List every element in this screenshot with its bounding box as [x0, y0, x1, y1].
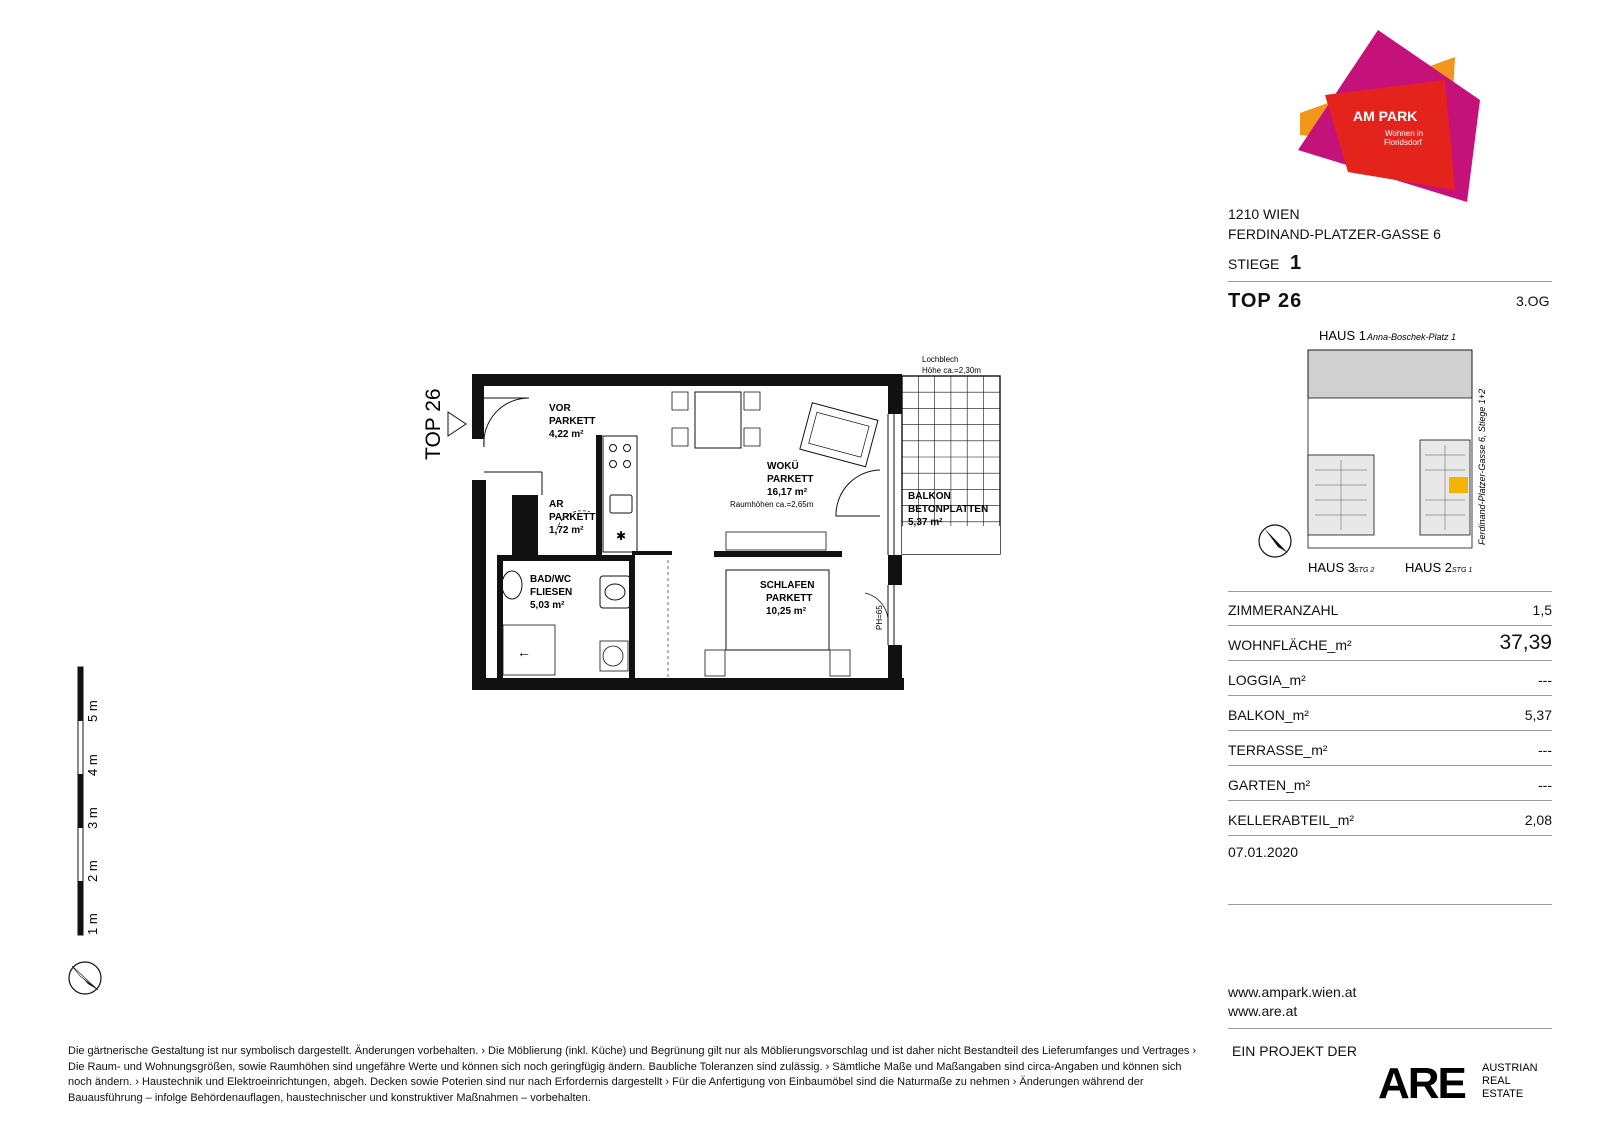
sofa-icon: [800, 403, 878, 467]
spec-row: [1228, 731, 1552, 766]
wall-bedroom-top: [714, 551, 842, 557]
wall-bottom: [472, 678, 904, 690]
fridge-icon: ✱: [616, 529, 627, 543]
room-ar-floor: PARKETT: [549, 512, 596, 523]
logo-subtitle-2: Floridsdorf: [1384, 138, 1422, 147]
spec-label: TERRASSE_m²: [1228, 742, 1328, 758]
nightstand-left: [705, 650, 725, 676]
haus1-label: HAUS 1: [1319, 328, 1366, 343]
scale-2m: 2 m: [85, 860, 100, 882]
shower-arrow-icon: ←: [517, 644, 531, 660]
spec-label: KELLERABTEIL_m²: [1228, 812, 1355, 828]
room-height-note: Raumhöhen ca.=2,65m: [730, 500, 814, 509]
room-bad-name: BAD/WC: [530, 574, 572, 585]
scale-bar: [78, 667, 100, 935]
spec-value: ---: [1538, 742, 1552, 758]
wall-left-lower: [472, 480, 486, 690]
scale-3m: 3 m: [85, 807, 100, 829]
logo-subtitle-1: Wohnen in: [1385, 129, 1424, 138]
spec-value: ---: [1538, 777, 1552, 793]
am-park-logo: [1298, 30, 1480, 202]
dining-table: [695, 392, 741, 448]
disclaimer-text: Die gärtnerische Gestaltung ist nur symbolisch dargestellt. Änderungen vorbehalten. › Die Möblierung (inkl. Küche) und Begrünung gilt nur als Möblierungsvorschlag und ist daher nicht Bestandteil des Lieferumfanges und Vertrages › Die Raum- und Wohnungsgrößen, sowie Raumhöhen sind ungefähre Werte und können sich noch geringfügig ändern. Baubliche Toleranzen sind zulässig. › Sämtliche Maße und Maßangaben sind circa-Angaben und können sich noch ändern. › Haustechnik und Elektroeinrichtungen, abgeh. Decken sowie Poterien sind nur nach Erfordernis dargestellt › Für die Anfertigung von Einbaumöbel sind die Naturmaße zu nehmen › Änderungen während der Bauausführung – infolge Behördenauflagen, haustechnischer und konstruktiver Maßnahmen – vorbehalten.: [68, 1045, 1197, 1104]
lochblech-label: Lochblech: [922, 355, 959, 364]
scale-5m: 5 m: [85, 700, 100, 722]
address-line2: FERDINAND-PLATZER-GASSE 6: [1228, 226, 1441, 242]
room-wokue-floor: PARKETT: [767, 474, 814, 485]
lochblech-height: Höhe ca.=2,30m: [922, 366, 981, 375]
wall-top: [472, 374, 888, 386]
room-balkon-floor: BETONPLATTEN: [908, 504, 989, 515]
address-line1: 1210 WIEN: [1228, 206, 1300, 222]
room-ar-area: 1,72 m²: [549, 525, 584, 536]
are-logo: [1378, 1059, 1538, 1108]
chair-icon: [672, 428, 688, 446]
wardrobe: [726, 532, 826, 550]
spec-value: ---: [1538, 672, 1552, 688]
unit-highlight: [1449, 477, 1468, 493]
chair-icon: [744, 392, 760, 410]
spec-row: [1228, 801, 1552, 836]
kitchen-sink-icon: [610, 495, 632, 513]
room-schlafen-name: SCHLAFEN: [760, 580, 815, 591]
spec-row: [1228, 661, 1552, 696]
spec-label: GARTEN_m²: [1228, 777, 1311, 793]
wall-bath-right: [629, 555, 635, 680]
room-vor-area: 4,22 m²: [549, 429, 584, 440]
toilet-icon: [502, 571, 522, 599]
haus2-label: HAUS 2: [1405, 560, 1452, 575]
wall-ar-right: [596, 435, 602, 555]
washing-machine-icon: [603, 646, 623, 666]
date: 07.01.2020: [1228, 844, 1299, 860]
divider: [1228, 281, 1552, 282]
link-ampark[interactable]: www.ampark.wien.at: [1228, 984, 1357, 1000]
hob-ring-icon: [624, 461, 631, 468]
scale-4m: 4 m: [85, 754, 100, 776]
divider: [1228, 1028, 1552, 1029]
are-line2: REAL: [1482, 1075, 1511, 1087]
spec-row: [1228, 591, 1552, 626]
logo-title: AM PARK: [1353, 108, 1418, 124]
balcony-door-swing: [836, 470, 880, 516]
north-arrow-icon: [69, 962, 101, 994]
room-schlafen-area: 10,25 m²: [766, 606, 807, 617]
entry-door-swing: [484, 398, 529, 447]
unit-label-vertical: TOP 26: [422, 388, 445, 460]
spec-label: ZIMMERANZAHL: [1228, 602, 1339, 618]
room-schlafen-floor: PARKETT: [766, 593, 813, 604]
hob-ring-icon: [610, 445, 617, 452]
hob-ring-icon: [624, 445, 631, 452]
projekt-label: EIN PROJEKT DER: [1232, 1043, 1357, 1059]
washbasin-bowl: [605, 584, 625, 600]
room-wokue-name: WOKÜ: [767, 461, 799, 472]
balcony-label-bg: [902, 526, 1000, 554]
room-bad-floor: FLIESEN: [530, 587, 573, 598]
hob-ring-icon: [610, 461, 617, 468]
are-brand: ARE: [1378, 1059, 1465, 1108]
room-vor-floor: PARKETT: [549, 416, 596, 427]
chair-icon: [672, 392, 688, 410]
room-balkon-area: 5,37 m²: [908, 517, 943, 528]
spec-value: 1,5: [1532, 602, 1552, 618]
room-bad-area: 5,03 m²: [530, 600, 565, 611]
spec-row: [1228, 766, 1552, 801]
nightstand-right: [830, 650, 850, 676]
spec-value: 37,39: [1499, 631, 1552, 654]
wall-right-top: [888, 374, 902, 414]
chair-icon: [744, 428, 760, 446]
haus1-block: [1308, 350, 1472, 398]
wall-bath-left: [497, 555, 503, 680]
site-plan: [1259, 328, 1487, 575]
top-label: TOP 26: [1228, 290, 1303, 312]
street-label: Ferdinand-Platzer-Gasse 6, Stiege 1+2: [1477, 388, 1487, 545]
spec-value: 2,08: [1524, 812, 1552, 828]
ph-label: PH=65: [875, 605, 884, 630]
are-line1: AUSTRIAN: [1482, 1062, 1538, 1074]
room-vor-name: VOR: [549, 403, 571, 414]
wall-left-upper: [472, 374, 484, 439]
spec-row: [1228, 626, 1552, 661]
wall-stub: [632, 551, 672, 555]
stiege-number: 1: [1290, 252, 1302, 274]
wall-ar-left: [512, 495, 538, 557]
haus2-sublabel: STG 1: [1452, 567, 1473, 574]
haus1-sublabel: Anna-Boschek-Platz 1: [1367, 332, 1457, 342]
wall-right-mid: [888, 555, 902, 585]
link-are[interactable]: www.are.at: [1228, 1003, 1298, 1019]
haus3-label: HAUS 3: [1308, 560, 1355, 575]
wall-right-bottom: [888, 645, 902, 690]
spec-value: 5,37: [1524, 707, 1552, 723]
site-north-arrow-icon: [1259, 525, 1291, 557]
room-ar-name: AR: [549, 499, 564, 510]
scale-1m: 1 m: [85, 913, 100, 935]
room-balkon-name: BALKON: [908, 491, 951, 502]
spec-label: BALKON_m²: [1228, 707, 1309, 723]
room-wokue-area: 16,17 m²: [767, 487, 808, 498]
stiege-label: STIEGE: [1228, 256, 1280, 272]
spec-label: WOHNFLÄCHE_m²: [1228, 637, 1352, 653]
washing-machine: [600, 641, 628, 671]
spec-label: LOGGIA_m²: [1228, 672, 1306, 688]
entry-arrow-icon: [448, 412, 466, 436]
haus3-sublabel: STG 2: [1354, 567, 1375, 574]
floor-label: 3.OG: [1516, 293, 1550, 309]
are-line3: ESTATE: [1482, 1088, 1524, 1100]
divider: [1228, 904, 1552, 905]
spec-row: [1228, 696, 1552, 731]
floor-plan: [422, 355, 1000, 690]
